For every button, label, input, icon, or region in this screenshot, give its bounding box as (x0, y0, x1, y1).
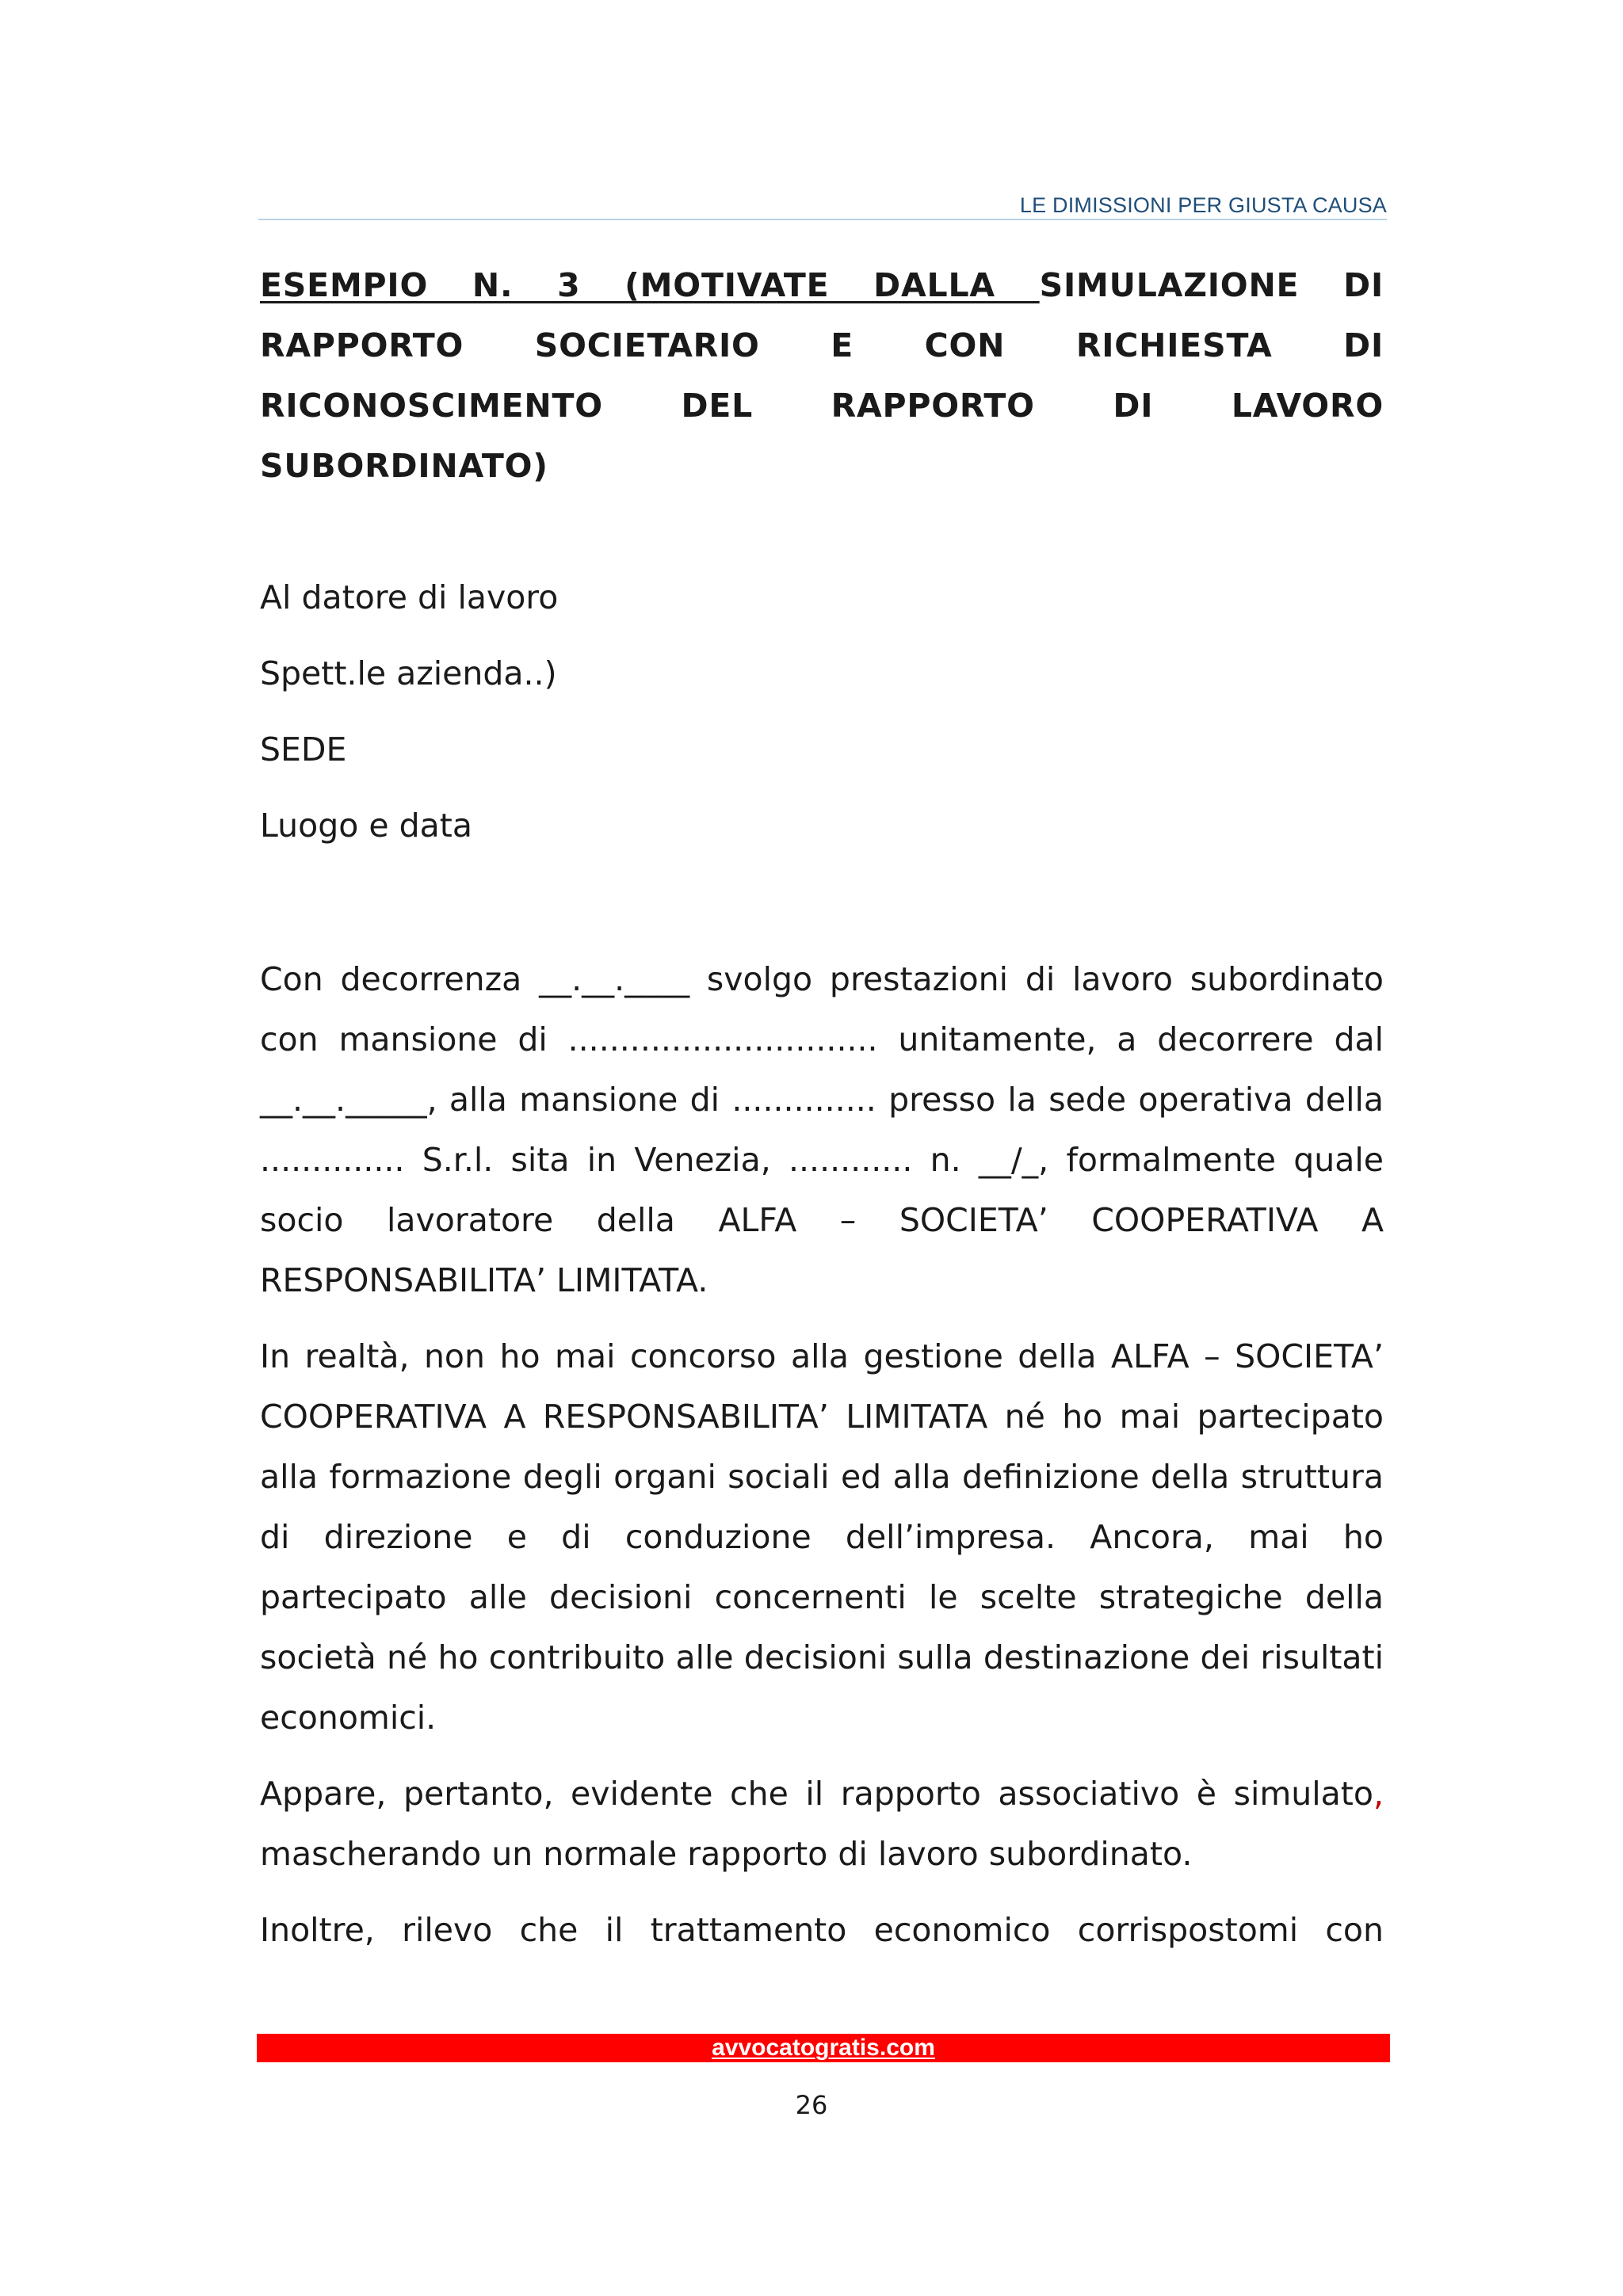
section-title (260, 255, 1384, 496)
address-block (260, 572, 1384, 876)
header-title: LE DIMISSIONI PER GIUSTA CAUSA (1019, 193, 1387, 217)
address-place-date: Luogo e data (260, 807, 472, 845)
address-company: Spett.le azienda..) (260, 654, 557, 692)
paragraph-1: Con decorrenza __.__.____ svolgo prestazioni di lavoro subordinato con mansione di .............................. unitamente, a decorrere dal __.__._____, alla mansione di .............. presso la sede operativa della .............. S.r.l. sita in Venezia, ............ n. __/_, formalmente quale socio lavoratore della ALFA – SOCIETA’ COOPERATIVA A RESPONSABILITA’ LIMITATA. (260, 960, 1384, 1299)
address-recipient: Al datore di lavoro (260, 578, 559, 616)
paragraph-2: In realtà, non ho mai concorso alla gestione della ALFA – SOCIETA’ COOPERATIVA A RESPONSABILITA’ LIMITATA né ho mai partecipato alla formazione degli organi sociali ed alla definizione della struttura di direzione e di conduzione dell’impresa. Ancora, mai ho partecipato alle decisioni concernenti le scelte strategiche della società né ho contribuito alle decisioni sulla destinazione dei risultati economici. (260, 1337, 1384, 1737)
address-seat: SEDE (260, 730, 347, 769)
paragraph-3-continuation: mascherando un normale rapporto di lavoro subordinato. (260, 1835, 1193, 1873)
paragraph-4: Inoltre, rilevo che il trattamento economico corrispostomi con (260, 1911, 1384, 1949)
paragraph-3-comma: , (1373, 1775, 1384, 1813)
letter-body (260, 949, 1384, 1976)
section-title-underlined: ESEMPIO N. 3 (MOTIVATE DALLA (260, 266, 1040, 304)
footer-website-link[interactable]: avvocatogratis.com (712, 2035, 935, 2061)
page-number: 26 (795, 2090, 828, 2120)
paragraph-3 (260, 1764, 1384, 1884)
footer-bar (257, 2034, 1390, 2062)
paragraph-3-text: Appare, pertanto, evidente che il rapporto associativo è simulato (260, 1775, 1373, 1813)
section-title-rest: SIMULAZIONE DI RAPPORTO SOCIETARIO E CON RICHIESTA DI RICONOSCIMENTO DEL RAPPORTO DI LAVORO SUBORDINATO) (260, 266, 1384, 485)
running-header (258, 193, 1387, 220)
